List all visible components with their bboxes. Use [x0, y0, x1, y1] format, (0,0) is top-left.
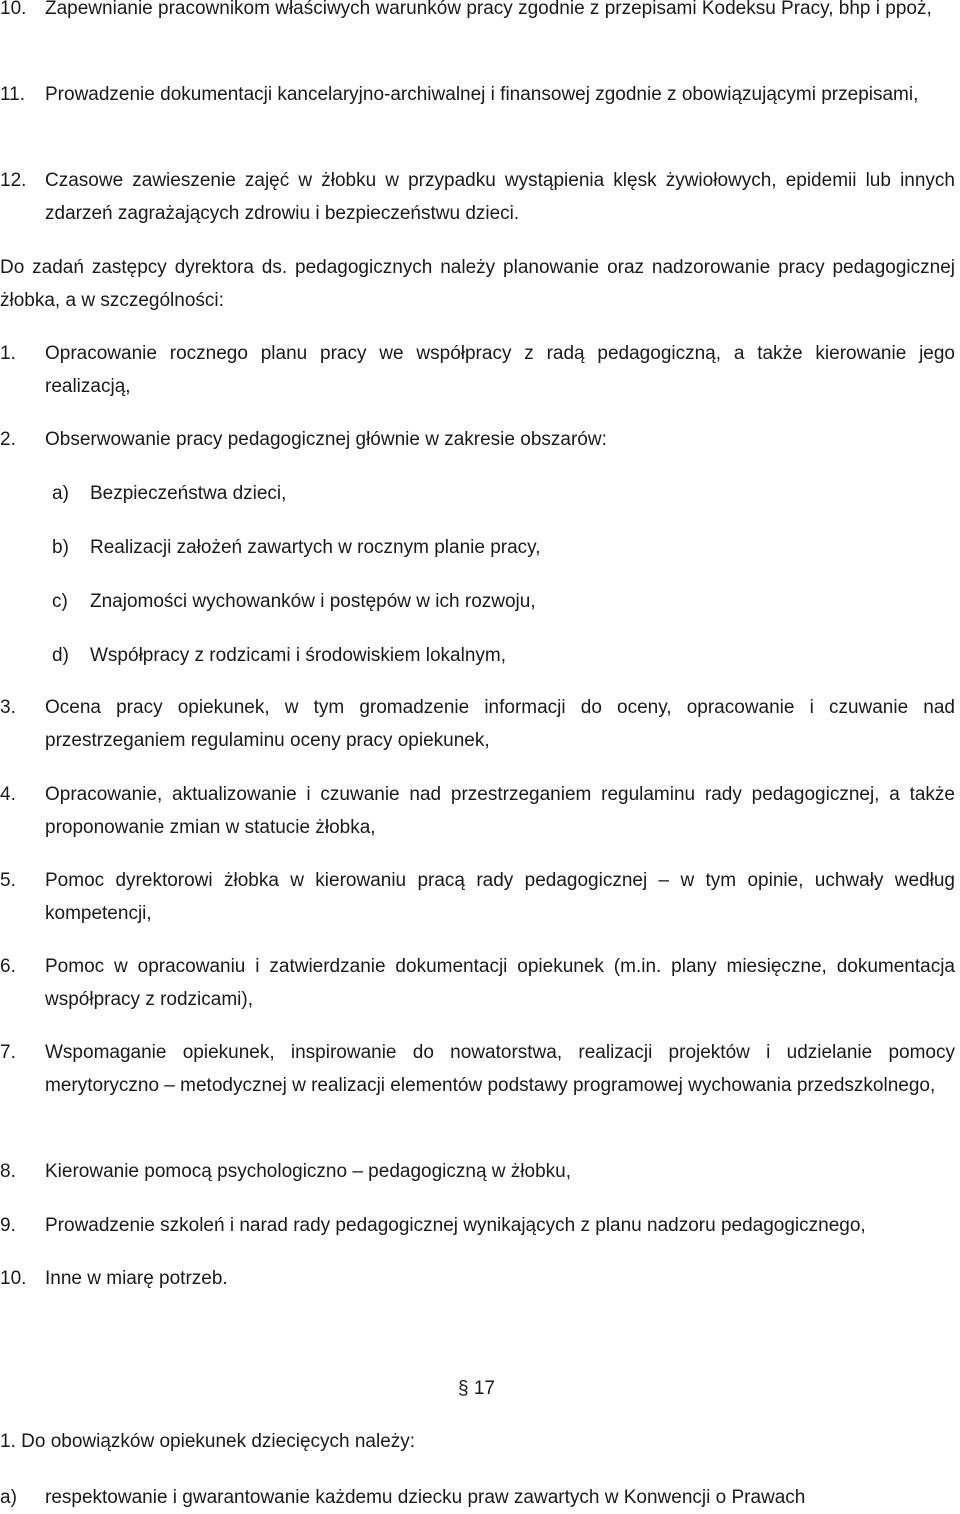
list-item-text: Prowadzenie szkoleń i narad rady pedagogicznej wynikających z planu nadzoru pedagogicznego,	[45, 1215, 866, 1236]
sub-list-item-d	[52, 639, 932, 672]
list-item-deputy-9	[0, 1209, 955, 1242]
sub-list-text: Współpracy z rodzicami i środowiskiem lokalnym,	[90, 645, 506, 666]
list-number: 9.	[0, 1215, 16, 1236]
list-item-deputy-5	[0, 864, 955, 930]
sub-list-letter: b)	[52, 537, 69, 558]
sub-list-letter: d)	[52, 645, 69, 666]
list-item-text: Pomoc dyrektorowi żłobka w kierowaniu pracą rady pedagogicznej – w tym opinie, uchwały według kompetencji,	[45, 870, 955, 924]
list-number: 1.	[0, 343, 16, 364]
list-number: 3.	[0, 697, 16, 718]
sub-list-text: Realizacji założeń zawartych w rocznym planie pracy,	[90, 537, 541, 558]
list-item-deputy-1	[0, 337, 955, 403]
sub-list-item-b	[52, 531, 932, 564]
sub-list-letter: a)	[52, 483, 69, 504]
list-item-deputy-3	[0, 691, 955, 757]
list-item-text: Czasowe zawieszenie zajęć w żłobku w przypadku wystąpienia klęsk żywiołowych, epidemii lub innych zdarzeń zagrażających zdrowiu i bezpieczeństwu dzieci.	[45, 170, 955, 224]
list-number: 8.	[0, 1161, 16, 1182]
list-number: 5.	[0, 870, 16, 891]
list-letter: a)	[0, 1487, 17, 1508]
list-item-text: Prowadzenie dokumentacji kancelaryjno-archiwalnej i finansowej zgodnie z obowiązującymi przepisami,	[45, 84, 919, 105]
intro-paragraph: Do zadań zastępcy dyrektora ds. pedagogicznych należy planowanie oraz nadzorowanie pracy pedagogicznej żłobka, a w szczególności:	[0, 257, 955, 311]
list-item-top-10	[0, 0, 955, 25]
list-number: 2.	[0, 429, 16, 450]
section-mark: § 17	[458, 1378, 495, 1399]
list-item-deputy-10	[0, 1262, 955, 1295]
list-item-text: Inne w miarę potrzeb.	[45, 1268, 228, 1289]
list-item-text: Wspomaganie opiekunek, inspirowanie do nowatorstwa, realizacji projektów i udzielanie pomocy merytoryczno – metodycznej w realizacji elementów podstawy programowej wychowania przedszkolnego,	[45, 1042, 955, 1096]
list-item-text: Pomoc w opracowaniu i zatwierdzanie dokumentacji opiekunek (m.in. plany miesięczne, dokumentacja współpracy z rodzicami),	[45, 956, 955, 1010]
list-item-caregivers-a	[0, 1481, 955, 1514]
sub-list-text: Bezpieczeństwa dzieci,	[90, 483, 287, 504]
list-item-deputy-7	[0, 1036, 955, 1102]
list-item-text: Zapewnianie pracownikom właściwych warunków pracy zgodnie z przepisami Kodeksu Pracy, bhp i ppoż,	[45, 0, 932, 19]
list-number: 6.	[0, 956, 16, 977]
list-item-text: Ocena pracy opiekunek, w tym gromadzenie informacji do oceny, opracowanie i czuwanie nad przestrzeganiem regulaminu oceny pracy opiekunek,	[45, 697, 955, 751]
list-item-text: Kierowanie pomocą psychologiczno – pedagogiczną w żłobku,	[45, 1161, 571, 1182]
list-item-top-12	[0, 164, 955, 230]
list-item-text: Opracowanie, aktualizowanie i czuwanie nad przestrzeganiem regulaminu rady pedagogicznej, a także proponowanie zmian w statucie żłobka,	[45, 784, 955, 838]
sub-list-item-a	[52, 477, 932, 510]
list-number: 10.	[0, 1268, 27, 1289]
list-number: 11.	[0, 84, 26, 105]
list-number: 10.	[0, 0, 27, 19]
list-number: 4.	[0, 784, 16, 805]
list-item-text: respektowanie i gwarantowanie każdemu dziecku praw zawartych w Konwencji o Prawach	[45, 1487, 806, 1508]
list-item-deputy-4	[0, 778, 955, 844]
sub-list-letter: c)	[52, 591, 68, 612]
list-item-deputy-6	[0, 950, 955, 1016]
list-item-text: Obserwowanie pracy pedagogicznej głównie w zakresie obszarów:	[45, 429, 607, 450]
sub-list-text: Znajomości wychowanków i postępów w ich rozwoju,	[90, 591, 536, 612]
list-item-text: Opracowanie rocznego planu pracy we współpracy z radą pedagogiczną, a także kierowanie jego realizacją,	[45, 343, 955, 397]
list-item-deputy-8	[0, 1155, 955, 1188]
list-item-top-11	[0, 78, 955, 111]
caregivers-heading: 1. Do obowiązków opiekunek dziecięcych należy:	[0, 1431, 416, 1452]
sub-list-item-c	[52, 585, 932, 618]
list-number: 7.	[0, 1042, 16, 1063]
list-number: 12.	[0, 170, 27, 191]
list-item-deputy-2	[0, 423, 955, 456]
